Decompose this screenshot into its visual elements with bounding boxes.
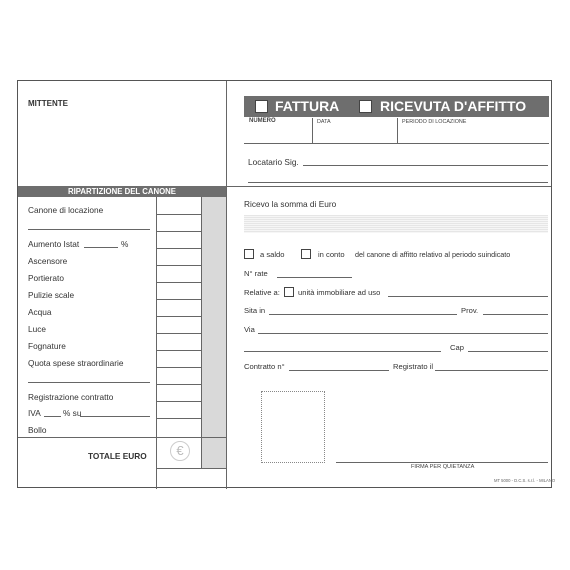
amount-line-1[interactable] [156, 214, 201, 215]
amount-line-7[interactable] [156, 316, 201, 317]
row-iva: IVA [28, 408, 41, 418]
rent-receipt-form [17, 80, 556, 488]
amount-line-3[interactable] [156, 248, 201, 249]
row-iva-su-line[interactable] [80, 416, 150, 417]
unit-checkbox[interactable] [284, 287, 294, 297]
breakdown-right-border [226, 186, 227, 489]
saldo-checkbox[interactable] [244, 249, 254, 259]
receipt-checkbox[interactable] [359, 100, 372, 113]
amount-line-2[interactable] [156, 231, 201, 232]
tenant-label: Locatario Sig. [248, 157, 299, 167]
total-top-line [18, 437, 226, 438]
invoice-title: FATTURA [275, 98, 340, 114]
conto-label: in conto [318, 250, 345, 259]
euro-icon: € [170, 441, 190, 461]
row-iva-line[interactable] [44, 416, 61, 417]
unit-label: unità immobiliare ad uso [298, 288, 381, 297]
amount-line-4[interactable] [156, 265, 201, 266]
via-label: Via [244, 325, 255, 334]
revenue-stamp-area[interactable] [261, 391, 325, 463]
conto-checkbox[interactable] [301, 249, 311, 259]
row-straordinarie: Quota spese straordinarie [28, 358, 124, 368]
amount-line-8[interactable] [156, 333, 201, 334]
row-portierato: Portierato [28, 273, 64, 283]
signature-label: FIRMA PER QUIETANZA [411, 464, 475, 470]
amount-line-9[interactable] [156, 350, 201, 351]
amount-line-13[interactable] [156, 418, 201, 419]
contract-label: Contratto n° [244, 362, 285, 371]
row-ascensore: Ascensore [28, 256, 68, 266]
canone-text: del canone di affitto relativo al periodo suindicato [355, 250, 511, 259]
amount-line-12[interactable] [156, 401, 201, 402]
row-istat-pct-line[interactable] [84, 247, 118, 248]
header-sep-1 [312, 118, 313, 143]
invoice-checkbox[interactable] [255, 100, 268, 113]
row-canone-line [28, 229, 150, 230]
amount-line-5[interactable] [156, 282, 201, 283]
row-luce: Luce [28, 324, 46, 334]
amount-line-11[interactable] [156, 384, 201, 385]
row-bollo: Bollo [28, 425, 47, 435]
cap-label: Cap [450, 343, 464, 352]
registered-line[interactable] [435, 370, 548, 371]
unit-line[interactable] [388, 296, 548, 297]
via-line[interactable] [258, 333, 548, 334]
receipt-title: RICEVUTA D'AFFITTO [380, 98, 527, 114]
amount-in-words-field[interactable] [244, 215, 548, 233]
row-registrazione: Registrazione contratto [28, 392, 114, 402]
prov-label: Prov. [461, 306, 479, 315]
prov-line[interactable] [483, 314, 548, 315]
amount-line-6[interactable] [156, 299, 201, 300]
rate-label: N° rate [244, 269, 268, 278]
contract-line[interactable] [289, 370, 389, 371]
footer-code: MT 5000 - D.C.S. s.r.l. - MILANO [494, 478, 556, 483]
date-label: DATA [317, 119, 331, 125]
row-istat-pct: % [121, 239, 129, 249]
row-iva-su: % su [63, 408, 82, 418]
relative-label: Relative a: [244, 288, 280, 297]
row-istat: Aumento Istat [28, 239, 80, 249]
sita-line[interactable] [269, 314, 457, 315]
total-label: TOTALE EURO [88, 451, 147, 461]
row-straordinarie-line [28, 382, 150, 383]
cap-line[interactable] [468, 351, 548, 352]
amount-shaded-column [201, 197, 226, 468]
rate-line[interactable] [277, 277, 352, 278]
amount-col-split [201, 197, 202, 468]
header-sep-2 [397, 118, 398, 143]
address-line[interactable] [244, 351, 441, 352]
saldo-label: a saldo [260, 250, 285, 259]
signature-line[interactable] [336, 462, 548, 463]
row-pulizie: Pulizie scale [28, 290, 75, 300]
registered-label: Registrato il [393, 362, 434, 371]
amount-line-10[interactable] [156, 367, 201, 368]
header-fields-underline [244, 143, 549, 144]
received-label: Ricevo la somma di Euro [244, 199, 337, 209]
breakdown-title: RIPARTIZIONE DEL CANONE [67, 187, 176, 196]
sita-label: Sita in [244, 306, 266, 315]
row-fognature: Fognature [28, 341, 66, 351]
tenant-line-1[interactable] [303, 165, 548, 166]
top-divider [226, 81, 227, 186]
number-label: NUMERO [249, 118, 276, 124]
row-acqua: Acqua [28, 307, 52, 317]
amount-col-left [156, 197, 157, 489]
tenant-line-2[interactable] [248, 182, 548, 183]
row-canone: Canone di locazione [28, 205, 104, 215]
period-label: PERIODO DI LOCAZIONE [402, 119, 467, 125]
total-bottom-line [156, 468, 226, 469]
sender-label: MITTENTE [28, 99, 68, 108]
